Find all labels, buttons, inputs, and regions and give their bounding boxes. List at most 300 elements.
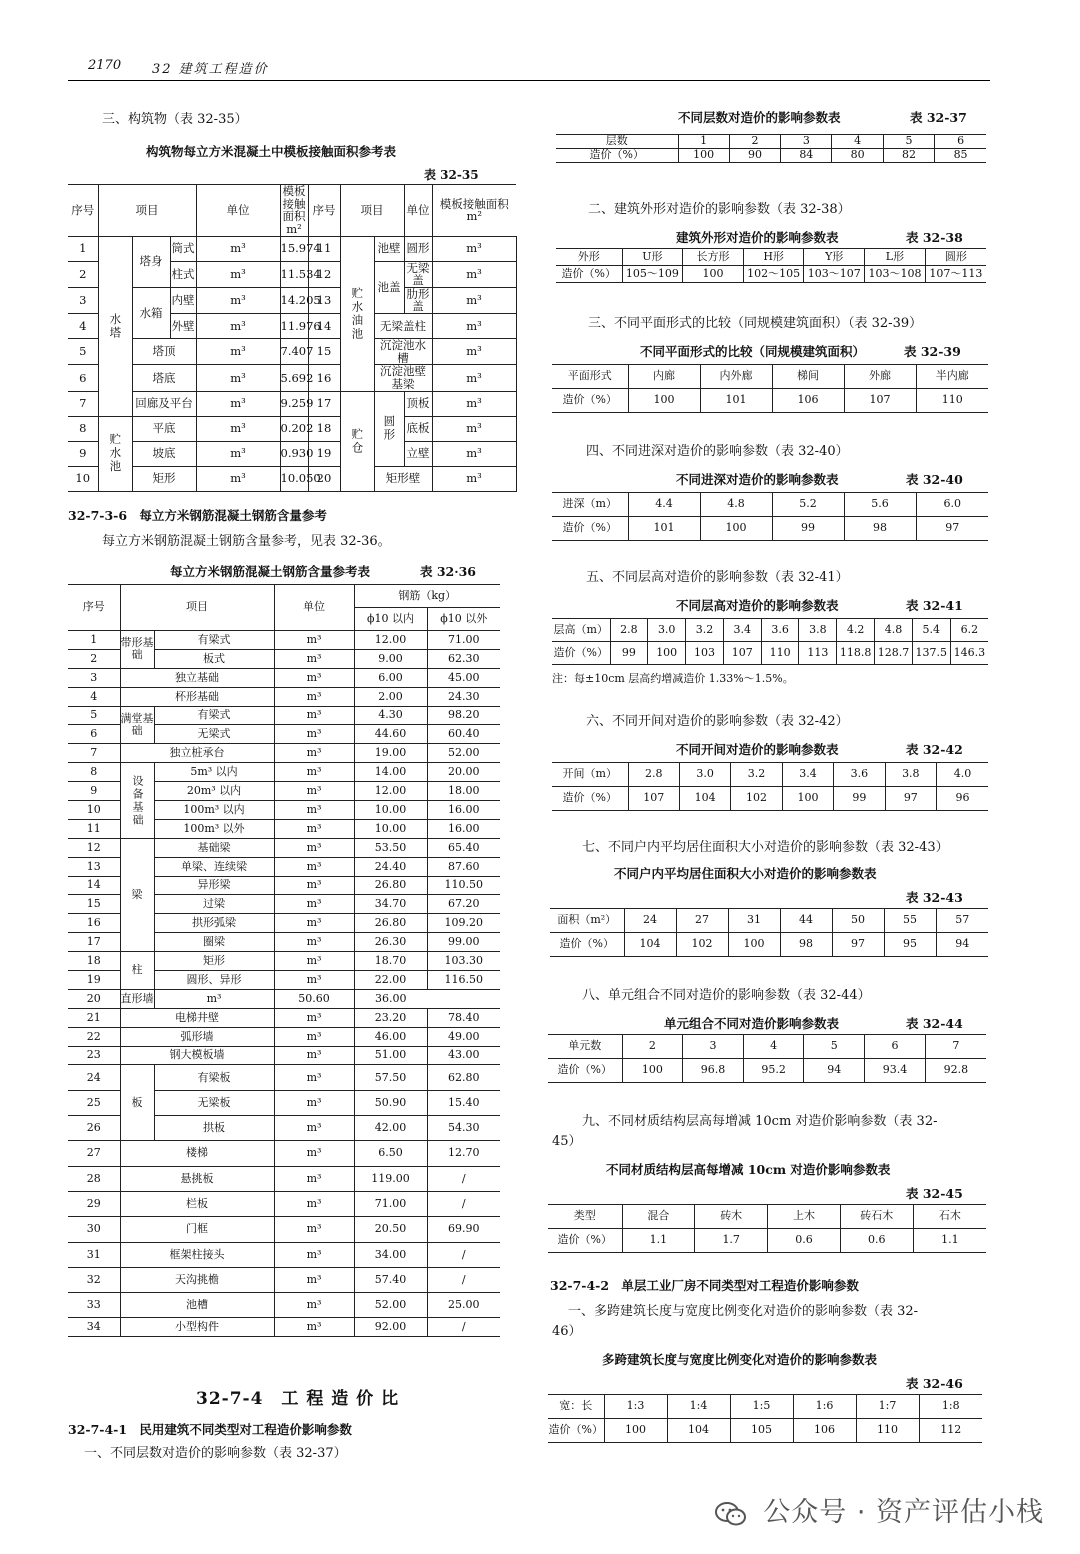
item-name: 矩形 bbox=[132, 466, 196, 491]
row-header: 层数 bbox=[556, 135, 678, 149]
row-number: 9 bbox=[68, 441, 98, 466]
column-header: 序号 bbox=[308, 185, 340, 237]
table-caption: 不同进深对造价的影响参数表 bbox=[676, 472, 839, 487]
group-label: 贮水池 bbox=[98, 416, 132, 491]
value: 71.00 bbox=[427, 631, 500, 650]
value: 12.00 bbox=[354, 631, 427, 650]
table-row bbox=[556, 135, 986, 149]
row-number: 31 bbox=[68, 1242, 120, 1267]
subsection-heading bbox=[550, 1276, 859, 1294]
item-name: 拱板 bbox=[154, 1116, 274, 1141]
value: 100 bbox=[700, 517, 772, 541]
row-header: 造价（%） bbox=[552, 787, 628, 811]
section-title: 每立方米钢筋混凝土钢筋含量参考 bbox=[139, 508, 327, 523]
item-name: 圆形、异形 bbox=[154, 971, 274, 990]
unit-combination-table bbox=[548, 1034, 986, 1083]
value: 113 bbox=[799, 642, 837, 665]
value: 4 bbox=[832, 135, 883, 149]
row-header: 造价（%） bbox=[550, 933, 624, 957]
table-row bbox=[552, 365, 988, 389]
value: 1:6 bbox=[793, 1395, 856, 1419]
table-row bbox=[548, 1395, 982, 1419]
table-caption: 不同平面形式的比较（同规模建筑面积） bbox=[640, 344, 866, 359]
unit: m³ bbox=[274, 631, 354, 650]
unit: m³ bbox=[274, 801, 354, 820]
table-caption: 多跨建筑长度与宽度比例变化对造价的影响参数表 bbox=[602, 1352, 878, 1367]
unit: m³ bbox=[274, 1090, 354, 1115]
unit: m³ bbox=[274, 1008, 354, 1027]
section-intro: 八、单元组合不同对造价的影响参数（表 32-44） bbox=[582, 988, 871, 1003]
value: L形 bbox=[865, 249, 926, 266]
value: 97 bbox=[832, 933, 884, 957]
group-label: 池壁 bbox=[374, 236, 404, 261]
living-area-table bbox=[550, 908, 988, 957]
section-intro: 三、构筑物（表 32-35） bbox=[102, 112, 248, 127]
row-number: 27 bbox=[68, 1141, 120, 1166]
value: 36.00 bbox=[354, 989, 427, 1008]
table-row bbox=[68, 287, 516, 313]
value: 80 bbox=[832, 149, 883, 163]
table-row bbox=[68, 391, 516, 416]
table-row bbox=[68, 838, 500, 857]
table-row bbox=[68, 706, 500, 725]
unit: m³ bbox=[432, 261, 516, 287]
item-name: 矩形壁 bbox=[374, 466, 432, 491]
value: 27 bbox=[676, 909, 728, 933]
unit: m³ bbox=[432, 365, 516, 391]
value: 7.407 bbox=[280, 339, 308, 365]
section-title: 32-7-4 工 程 造 价 比 bbox=[196, 1389, 400, 1409]
group-label: 贮水油池 bbox=[340, 236, 374, 391]
value: 22.00 bbox=[354, 971, 427, 990]
unit: m³ bbox=[274, 1065, 354, 1090]
item-name: 有梁式 bbox=[154, 706, 274, 725]
value: 2.8 bbox=[628, 763, 679, 787]
value: 6.00 bbox=[354, 668, 427, 687]
value: 4.0 bbox=[937, 763, 988, 787]
value: 3.6 bbox=[834, 763, 885, 787]
value: 26.80 bbox=[354, 914, 427, 933]
unit: m³ bbox=[196, 416, 280, 441]
row-number: 16 bbox=[308, 365, 340, 391]
item-name: 栏板 bbox=[120, 1191, 274, 1216]
value: 0.6 bbox=[768, 1229, 841, 1253]
table-row bbox=[68, 1046, 500, 1065]
unit: m³ bbox=[196, 314, 280, 339]
value: 100 bbox=[604, 1419, 667, 1443]
row-number: 19 bbox=[308, 441, 340, 466]
data-table bbox=[552, 492, 988, 541]
unit: m³ bbox=[432, 236, 516, 261]
table-note: 注：每±10cm 层高约增减造价 1.33%～1.5%。 bbox=[552, 672, 794, 685]
table-row bbox=[68, 1293, 500, 1318]
value: 51.00 bbox=[354, 1046, 427, 1065]
value: 1.1 bbox=[913, 1229, 986, 1253]
value: 9.00 bbox=[354, 649, 427, 668]
value: 99 bbox=[610, 642, 648, 665]
table-row bbox=[68, 989, 500, 1008]
value: 105 bbox=[730, 1419, 793, 1443]
column-header: 序号 bbox=[68, 585, 120, 631]
data-table bbox=[548, 1394, 982, 1443]
value: 内外廊 bbox=[700, 365, 772, 389]
row-number: 21 bbox=[68, 1008, 120, 1027]
unit: m³ bbox=[274, 1318, 354, 1337]
row-number: 30 bbox=[68, 1217, 120, 1242]
value: 128.7 bbox=[875, 642, 913, 665]
group-label: 满堂基础 bbox=[120, 706, 154, 744]
table-caption: 不同层数对造价的影响参数表 bbox=[678, 110, 841, 125]
value: 18.00 bbox=[427, 782, 500, 801]
value: 98 bbox=[780, 933, 832, 957]
value: 95 bbox=[884, 933, 936, 957]
value: 25.00 bbox=[427, 1293, 500, 1318]
value: 18.70 bbox=[354, 952, 427, 971]
unit: m³ bbox=[432, 466, 516, 491]
table-row bbox=[68, 1191, 500, 1216]
value: 103～108 bbox=[865, 266, 926, 283]
value: 52.00 bbox=[427, 744, 500, 763]
unit: m³ bbox=[274, 1267, 354, 1292]
row-number: 6 bbox=[68, 725, 120, 744]
material-table bbox=[548, 1204, 986, 1253]
table-caption: 不同户内平均居住面积大小对造价的影响参数表 bbox=[614, 866, 877, 881]
table-label: 表 32-40 bbox=[906, 472, 963, 487]
row-number: 18 bbox=[68, 952, 120, 971]
table-row bbox=[552, 389, 988, 413]
subsection-title: 单层工业厂房不同类型对工程造价影响参数 bbox=[621, 1278, 859, 1293]
value: 15.40 bbox=[427, 1090, 500, 1115]
value: 1 bbox=[678, 135, 729, 149]
value: 0.930 bbox=[280, 441, 308, 466]
value: 7 bbox=[925, 1035, 986, 1059]
table-caption: 不同材质结构层高每增减 10cm 对造价影响参数表 bbox=[606, 1162, 891, 1177]
item-name: 框架柱接头 bbox=[120, 1242, 274, 1267]
item-name: 悬挑板 bbox=[120, 1166, 274, 1191]
table-label: 表 32-37 bbox=[910, 110, 967, 125]
value: 102～105 bbox=[743, 266, 804, 283]
row-header: 造价（%） bbox=[552, 389, 628, 413]
value: 112 bbox=[919, 1419, 982, 1443]
row-number: 32 bbox=[68, 1267, 120, 1292]
value: 97 bbox=[916, 517, 988, 541]
unit: m³ bbox=[432, 339, 516, 365]
value: 半内廊 bbox=[916, 365, 988, 389]
row-header: 造价（%） bbox=[552, 517, 628, 541]
unit: m³ bbox=[274, 857, 354, 876]
table-row bbox=[68, 441, 516, 466]
value: 146.3 bbox=[950, 642, 988, 665]
value: 24 bbox=[624, 909, 676, 933]
value: 4.2 bbox=[837, 619, 875, 642]
table-row bbox=[68, 1166, 500, 1191]
value: / bbox=[427, 1318, 500, 1337]
value: 16.00 bbox=[427, 819, 500, 838]
row-number: 20 bbox=[68, 989, 120, 1008]
value: / bbox=[427, 1166, 500, 1191]
value: 3.0 bbox=[648, 619, 686, 642]
value: 102 bbox=[731, 787, 782, 811]
value: 14.00 bbox=[354, 763, 427, 782]
value: 100 bbox=[728, 933, 780, 957]
value: 4.30 bbox=[354, 706, 427, 725]
bay-table bbox=[552, 762, 988, 811]
table-caption: 构筑物每立方米混凝土中模板接触面积参考表 bbox=[146, 144, 397, 159]
table-row bbox=[548, 1419, 982, 1443]
row-header: 层高（m） bbox=[552, 619, 610, 642]
value: 2.8 bbox=[610, 619, 648, 642]
value: 44 bbox=[780, 909, 832, 933]
value: 106 bbox=[793, 1419, 856, 1443]
value: 95.2 bbox=[743, 1059, 804, 1083]
unit: m³ bbox=[274, 838, 354, 857]
value: 106 bbox=[772, 389, 844, 413]
item-name: 有梁式 bbox=[154, 631, 274, 650]
table-label: 表 32-39 bbox=[904, 344, 961, 359]
row-number: 4 bbox=[68, 314, 98, 339]
value: 46.00 bbox=[354, 1027, 427, 1046]
value: 上木 bbox=[768, 1205, 841, 1229]
section-intro: 五、不同层高对造价的影响参数（表 32-41） bbox=[586, 570, 849, 585]
row-number: 24 bbox=[68, 1065, 120, 1090]
column-header: 模板接触面积 m² bbox=[432, 185, 516, 237]
column-header: 模板接触面积 m² bbox=[280, 185, 308, 237]
row-header: 单元数 bbox=[548, 1035, 622, 1059]
item-name: 回廊及平台 bbox=[132, 391, 196, 416]
table-caption: 不同开间对造价的影响参数表 bbox=[676, 742, 839, 757]
value: 42.00 bbox=[354, 1116, 427, 1141]
table-row bbox=[68, 416, 516, 441]
value: 23.20 bbox=[354, 1008, 427, 1027]
row-header: 造价（%） bbox=[556, 266, 622, 283]
unit: m³ bbox=[432, 416, 516, 441]
value: 96 bbox=[937, 787, 988, 811]
item-name: 池槽 bbox=[120, 1293, 274, 1318]
unit: m³ bbox=[274, 649, 354, 668]
table-row bbox=[68, 1217, 500, 1242]
table-caption: 单元组合不同对造价影响参数表 bbox=[664, 1016, 840, 1031]
unit: m³ bbox=[274, 706, 354, 725]
value: 2.00 bbox=[354, 687, 427, 706]
item-name: 20m³ 以内 bbox=[154, 782, 274, 801]
value: 10.00 bbox=[354, 819, 427, 838]
unit: m³ bbox=[274, 763, 354, 782]
value: 78.40 bbox=[427, 1008, 500, 1027]
table-row bbox=[548, 1035, 986, 1059]
value: 3.4 bbox=[782, 763, 833, 787]
row-header: 造价（%） bbox=[548, 1059, 622, 1083]
table-label: 表 32-44 bbox=[906, 1016, 963, 1031]
row-number: 33 bbox=[68, 1293, 120, 1318]
section-intro: 七、不同户内平均居住面积大小对造价的影响参数（表 32-43） bbox=[582, 840, 949, 855]
table-label: 表 32-41 bbox=[906, 598, 963, 613]
header-rule bbox=[68, 80, 990, 81]
row-number: 1 bbox=[68, 631, 120, 650]
value: 107 bbox=[628, 787, 679, 811]
column-header: 单位 bbox=[196, 185, 280, 237]
row-number: 13 bbox=[68, 857, 120, 876]
value: 1:3 bbox=[604, 1395, 667, 1419]
item-name: 楼梯 bbox=[120, 1141, 274, 1166]
value: 14.205 bbox=[280, 287, 308, 313]
value: 110.50 bbox=[427, 876, 500, 895]
subsection-number: 32-7-4-2 bbox=[550, 1278, 610, 1293]
value: 99.00 bbox=[427, 933, 500, 952]
value: U形 bbox=[622, 249, 683, 266]
item-name: 杯形基础 bbox=[120, 687, 274, 706]
row-number: 12 bbox=[308, 261, 340, 287]
value: 11.976 bbox=[280, 314, 308, 339]
unit: m³ bbox=[274, 952, 354, 971]
depth-table bbox=[552, 492, 988, 541]
value: 砖石木 bbox=[840, 1205, 913, 1229]
value: 62.30 bbox=[427, 649, 500, 668]
group-label: 塔身 bbox=[132, 236, 170, 287]
item-name: 圆形 bbox=[404, 236, 432, 261]
value: 82 bbox=[883, 149, 934, 163]
row-header: 造价（%） bbox=[556, 149, 678, 163]
value: 11.534 bbox=[280, 261, 308, 287]
value: 内廊 bbox=[628, 365, 700, 389]
item-name: 板式 bbox=[154, 649, 274, 668]
floors-table bbox=[556, 134, 986, 163]
unit: m³ bbox=[432, 314, 516, 339]
value: 9.259 bbox=[280, 391, 308, 416]
value: 98 bbox=[844, 517, 916, 541]
item-name: 外壁 bbox=[170, 314, 196, 339]
group-label: 贮仓 bbox=[340, 391, 374, 491]
item-name: 天沟挑檐 bbox=[120, 1267, 274, 1292]
table-label: 表 32-35 bbox=[424, 168, 479, 182]
value: 99 bbox=[772, 517, 844, 541]
table-label: 表 32-38 bbox=[906, 230, 963, 245]
value: 梯间 bbox=[772, 365, 844, 389]
item-name: 电梯井壁 bbox=[120, 1008, 274, 1027]
value: 62.80 bbox=[427, 1065, 500, 1090]
column-header: 项目 bbox=[98, 185, 196, 237]
row-number: 22 bbox=[68, 1027, 120, 1046]
value: 5 bbox=[883, 135, 934, 149]
value: / bbox=[427, 1267, 500, 1292]
row-number: 8 bbox=[68, 763, 120, 782]
row-header: 外形 bbox=[556, 249, 622, 266]
table-label: 表 32-42 bbox=[906, 742, 963, 757]
item-name: 独立桩承台 bbox=[120, 744, 274, 763]
section-intro: 一、不同层数对造价的影响参数（表 32-37） bbox=[84, 1446, 347, 1461]
item-name: 坡底 bbox=[132, 441, 196, 466]
group-label: 柱 bbox=[120, 952, 154, 990]
subsection-title: 民用建筑不同类型对工程造价影响参数 bbox=[139, 1422, 352, 1437]
item-name: 5m³ 以内 bbox=[154, 763, 274, 782]
value: 119.00 bbox=[354, 1166, 427, 1191]
value: 53.50 bbox=[354, 838, 427, 857]
item-name: 钢大模板墙 bbox=[120, 1046, 274, 1065]
value: 19.00 bbox=[354, 744, 427, 763]
value: Y形 bbox=[804, 249, 865, 266]
unit: m³ bbox=[274, 687, 354, 706]
table-row bbox=[548, 1059, 986, 1083]
section-intro-cont: 45） bbox=[552, 1134, 582, 1149]
value: 44.60 bbox=[354, 725, 427, 744]
value: 5.6 bbox=[844, 493, 916, 517]
value: 104 bbox=[624, 933, 676, 957]
value: 67.20 bbox=[427, 895, 500, 914]
value: 71.00 bbox=[354, 1191, 427, 1216]
value: 85 bbox=[935, 149, 986, 163]
column-header: 单位 bbox=[274, 585, 354, 631]
value: 110 bbox=[856, 1419, 919, 1443]
value: 4 bbox=[743, 1035, 804, 1059]
unit: m³ bbox=[432, 441, 516, 466]
section-text: 每立方米钢筋混凝土钢筋含量参考，见表 32-36。 bbox=[102, 534, 391, 549]
watermark-text: 公众号 · 资产评估小栈 bbox=[763, 1497, 1044, 1528]
table-row bbox=[68, 1065, 500, 1090]
value: 15.974 bbox=[280, 236, 308, 261]
value: 3.8 bbox=[799, 619, 837, 642]
row-number: 17 bbox=[68, 933, 120, 952]
value: 26.80 bbox=[354, 876, 427, 895]
item-name: 底板 bbox=[404, 416, 432, 441]
unit: m³ bbox=[196, 339, 280, 365]
item-name: 异形梁 bbox=[154, 876, 274, 895]
data-table bbox=[548, 1034, 986, 1083]
value: 118.8 bbox=[837, 642, 875, 665]
row-number: 15 bbox=[308, 339, 340, 365]
row-number: 3 bbox=[68, 287, 98, 313]
row-number: 17 bbox=[308, 391, 340, 416]
unit: m³ bbox=[196, 365, 280, 391]
item-name: 过梁 bbox=[154, 895, 274, 914]
row-number: 5 bbox=[68, 706, 120, 725]
value: 103 bbox=[686, 642, 724, 665]
page-number: 2170 bbox=[88, 58, 122, 73]
value: 104 bbox=[679, 787, 730, 811]
table-row bbox=[556, 266, 986, 283]
value: 101 bbox=[628, 517, 700, 541]
section-intro: 三、不同平面形式的比较（同规模建筑面积）（表 32-39） bbox=[588, 316, 923, 331]
item-name: 100m³ 以外 bbox=[154, 819, 274, 838]
item-name: 塔顶 bbox=[132, 339, 196, 365]
item-name: 无梁盖柱 bbox=[374, 314, 432, 339]
value: 104 bbox=[667, 1419, 730, 1443]
wechat-icon bbox=[714, 1501, 748, 1527]
row-header: 面积（m²） bbox=[550, 909, 624, 933]
data-table bbox=[556, 248, 986, 283]
value: 3.6 bbox=[761, 619, 799, 642]
row-header: 开间（m） bbox=[552, 763, 628, 787]
value: 1:4 bbox=[667, 1395, 730, 1419]
row-header: 平面形式 bbox=[552, 365, 628, 389]
unit: m³ bbox=[274, 668, 354, 687]
data-table bbox=[550, 908, 988, 957]
value: 90 bbox=[729, 149, 780, 163]
value: 6.50 bbox=[354, 1141, 427, 1166]
unit: m³ bbox=[274, 1166, 354, 1191]
span-ratio-table bbox=[548, 1394, 982, 1443]
value: 137.5 bbox=[912, 642, 950, 665]
value: 1:7 bbox=[856, 1395, 919, 1419]
table-row bbox=[68, 668, 500, 687]
table-row bbox=[68, 339, 516, 365]
value: 3.8 bbox=[885, 763, 936, 787]
column-header: ϕ10 以外 bbox=[427, 608, 500, 631]
row-number: 6 bbox=[68, 365, 98, 391]
table-label: 表 32-45 bbox=[906, 1186, 963, 1201]
value: 100 bbox=[622, 1059, 683, 1083]
value: 10.00 bbox=[354, 801, 427, 820]
row-number: 11 bbox=[68, 819, 120, 838]
table-row bbox=[552, 787, 988, 811]
